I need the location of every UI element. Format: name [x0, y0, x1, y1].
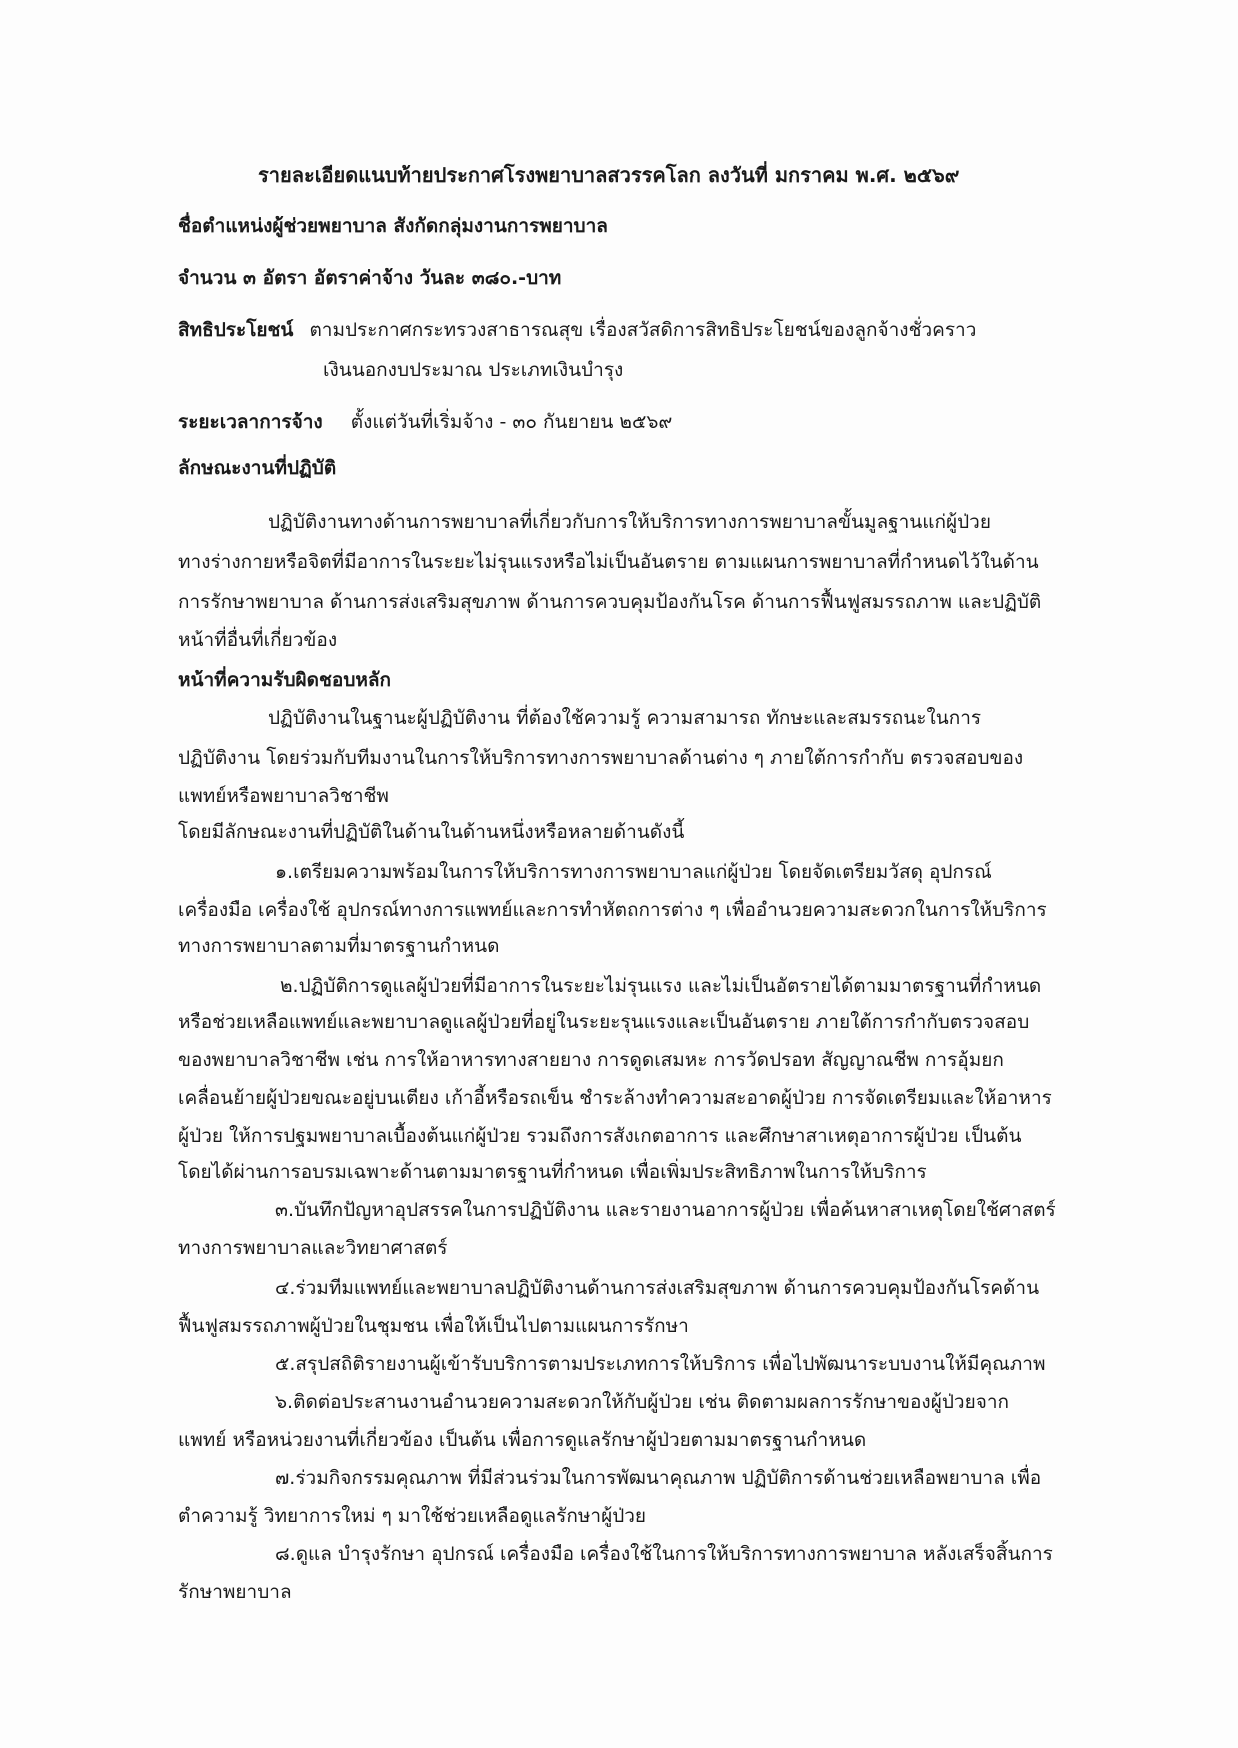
duty-line: รักษาพยาบาล: [178, 1581, 292, 1603]
period-row: [178, 402, 672, 442]
duty-line: ตำความรู้ วิทยาการใหม่ ๆ มาใช้ช่วยเหลือดูแลรักษาผู้ป่วย: [178, 1505, 647, 1527]
job-line: การรักษาพยาบาล ด้านการส่งเสริมสุขภาพ ด้านการควบคุมป้องกันโรค ด้านการฟื้นฟูสมรรถภาพ และปฏิบัติ: [178, 591, 1042, 613]
duties-intro-line: โดยมีลักษณะงานที่ปฏิบัติในด้านในด้านหนึ่งหรือหลายด้านดังนี้: [178, 821, 685, 843]
period-value: ตั้งแต่วันที่เริ่มจ้าง - ๓๐ กันยายน ๒๕๖๙: [350, 411, 673, 433]
duty-line: หรือช่วยเหลือแพทย์และพยาบาลดูแลผู้ป่วยที่อยู่ในระยะรุนแรงและเป็นอันตราย ภายใต้การกำกับตรวจสอบ: [178, 1011, 1030, 1033]
duties-intro-line: แพทย์หรือพยาบาลวิชาชีพ: [178, 785, 389, 807]
duty-line: แพทย์ หรือหน่วยงานที่เกี่ยวข้อง เป็นต้น เพื่อการดูแลรักษาผู้ป่วยตามมาตรฐานกำหนด: [178, 1429, 867, 1451]
duty-line: ของพยาบาลวิชาชีพ เช่น การให้อาหารทางสายยาง การดูดเสมหะ การวัดปรอท สัญญาณชีพ การอุ้มยก: [178, 1049, 1004, 1071]
duty-line: โดยได้ผ่านการอบรมเฉพาะด้านตามมาตรฐานที่กำหนด เพื่อเพิ่มประสิทธิภาพในการให้บริการ: [178, 1161, 927, 1183]
benefits-text: ตามประกาศกระทรวงสาธารณสุข เรื่องสวัสดิการสิทธิประโยชน์ของลูกจ้างชั่วคราว: [309, 319, 977, 341]
duty-line: เครื่องมือ เครื่องใช้ อุปกรณ์ทางการแพทย์และการทำหัตถการต่าง ๆ เพื่ออำนวยความสะดวกในการให้บริการ: [178, 899, 1047, 921]
period-label: ระยะเวลาการจ้าง: [178, 411, 323, 433]
job-line: ปฏิบัติงานทางด้านการพยาบาลที่เกี่ยวกับการให้บริการทางการพยาบาลขั้นมูลฐานแก่ผู้ป่วย: [268, 511, 991, 533]
position-quota: จำนวน ๓ อัตรา อัตราค่าจ้าง วันละ ๓๘๐.-บาท: [178, 267, 562, 289]
duty-line: ทางการพยาบาลและวิทยาศาสตร์: [178, 1237, 448, 1259]
duties-intro-line: ปฏิบัติงาน โดยร่วมกับทีมงานในการให้บริการทางการพยาบาลด้านต่าง ๆ ภายใต้การกำกับ ตรวจสอบของ: [178, 747, 1024, 769]
duty-line: ทางการพยาบาลตามที่มาตรฐานกำหนด: [178, 935, 500, 957]
benefits-text-2: เงินนอกงบประมาณ ประเภทเงินบำรุง: [323, 359, 624, 381]
duty-item-5: ๕.สรุปสถิติรายงานผู้เข้ารับบริการตามประเภทการให้บริการ เพื่อไปพัฒนาระบบงานให้มีคุณภาพ: [275, 1353, 1046, 1375]
document-title: รายละเอียดแนบท้ายประกาศโรงพยาบาลสวรรคโลก ลงวันที่ มกราคม พ.ศ. ๒๕๖๙: [258, 163, 960, 187]
duty-line: ผู้ป่วย ให้การปฐมพยาบาลเบื้องต้นแก่ผู้ป่วย รวมถึงการสังเกตอาการ และศึกษาสาเหตุอาการผู้ป่วย เป็นต้น: [178, 1125, 1022, 1147]
job-heading: ลักษณะงานที่ปฏิบัติ: [178, 457, 337, 479]
duty-item-7: ๗.ร่วมกิจกรรมคุณภาพ ที่มีส่วนร่วมในการพัฒนาคุณภาพ ปฏิบัติการด้านช่วยเหลือพยาบาล เพื่อ: [275, 1467, 1042, 1489]
position-name: ชื่อตำแหน่งผู้ช่วยพยาบาล สังกัดกลุ่มงานการพยาบาล: [178, 215, 608, 237]
benefits-label: สิทธิประโยชน์: [178, 319, 294, 341]
duties-heading: หน้าที่ความรับผิดชอบหลัก: [178, 669, 392, 691]
duty-line: ฟื้นฟูสมรรถภาพผู้ป่วยในชุมชน เพื่อให้เป็นไปตามแผนการรักษา: [178, 1315, 689, 1337]
job-line: ทางร่างกายหรือจิตที่มีอาการในระยะไม่รุนแรงหรือไม่เป็นอันตราย ตามแผนการพยาบาลที่กำหนดไว้ในด้าน: [178, 551, 1039, 573]
duties-intro-line: ปฏิบัติงานในฐานะผู้ปฏิบัติงาน ที่ต้องใช้ความรู้ ความสามารถ ทักษะและสมรรถนะในการ: [268, 707, 982, 729]
duty-item-6: ๖.ติดต่อประสานงานอำนวยความสะดวกให้กับผู้ป่วย เช่น ติดตามผลการรักษาของผู้ป่วยจาก: [275, 1391, 1010, 1413]
duty-item-8: ๘.ดูแล บำรุงรักษา อุปกรณ์ เครื่องมือ เครื่องใช้ในการให้บริการทางการพยาบาล หลังเสร็จสิ้นการ: [275, 1543, 1053, 1565]
duty-item-2: ๒.ปฏิบัติการดูแลผู้ป่วยที่มีอาการในระยะไม่รุนแรง และไม่เป็นอัตรายได้ตามมาตรฐานที่กำหนด: [280, 975, 1042, 997]
duty-line: เคลื่อนย้ายผู้ป่วยขณะอยู่บนเตียง เก้าอี้หรือรถเข็น ชำระล้างทำความสะอาดผู้ป่วย การจัดเตรียมและให้อาหาร: [178, 1087, 1052, 1109]
job-line: หน้าที่อื่นที่เกี่ยวข้อง: [178, 629, 338, 651]
benefits-row: [178, 310, 976, 350]
duty-item-1: ๑.เตรียมความพร้อมในการให้บริการทางการพยาบาลแก่ผู้ป่วย โดยจัดเตรียมวัสดุ อุปกรณ์: [275, 861, 992, 883]
duty-item-3: ๓.บันทึกปัญหาอุปสรรคในการปฏิบัติงาน และรายงานอาการผู้ป่วย เพื่อค้นหาสาเหตุโดยใช้ศาสตร์: [275, 1199, 1056, 1221]
duty-item-4: ๔.ร่วมทีมแพทย์และพยาบาลปฏิบัติงานด้านการส่งเสริมสุขภาพ ด้านการควบคุมป้องกันโรคด้าน: [275, 1277, 1040, 1299]
